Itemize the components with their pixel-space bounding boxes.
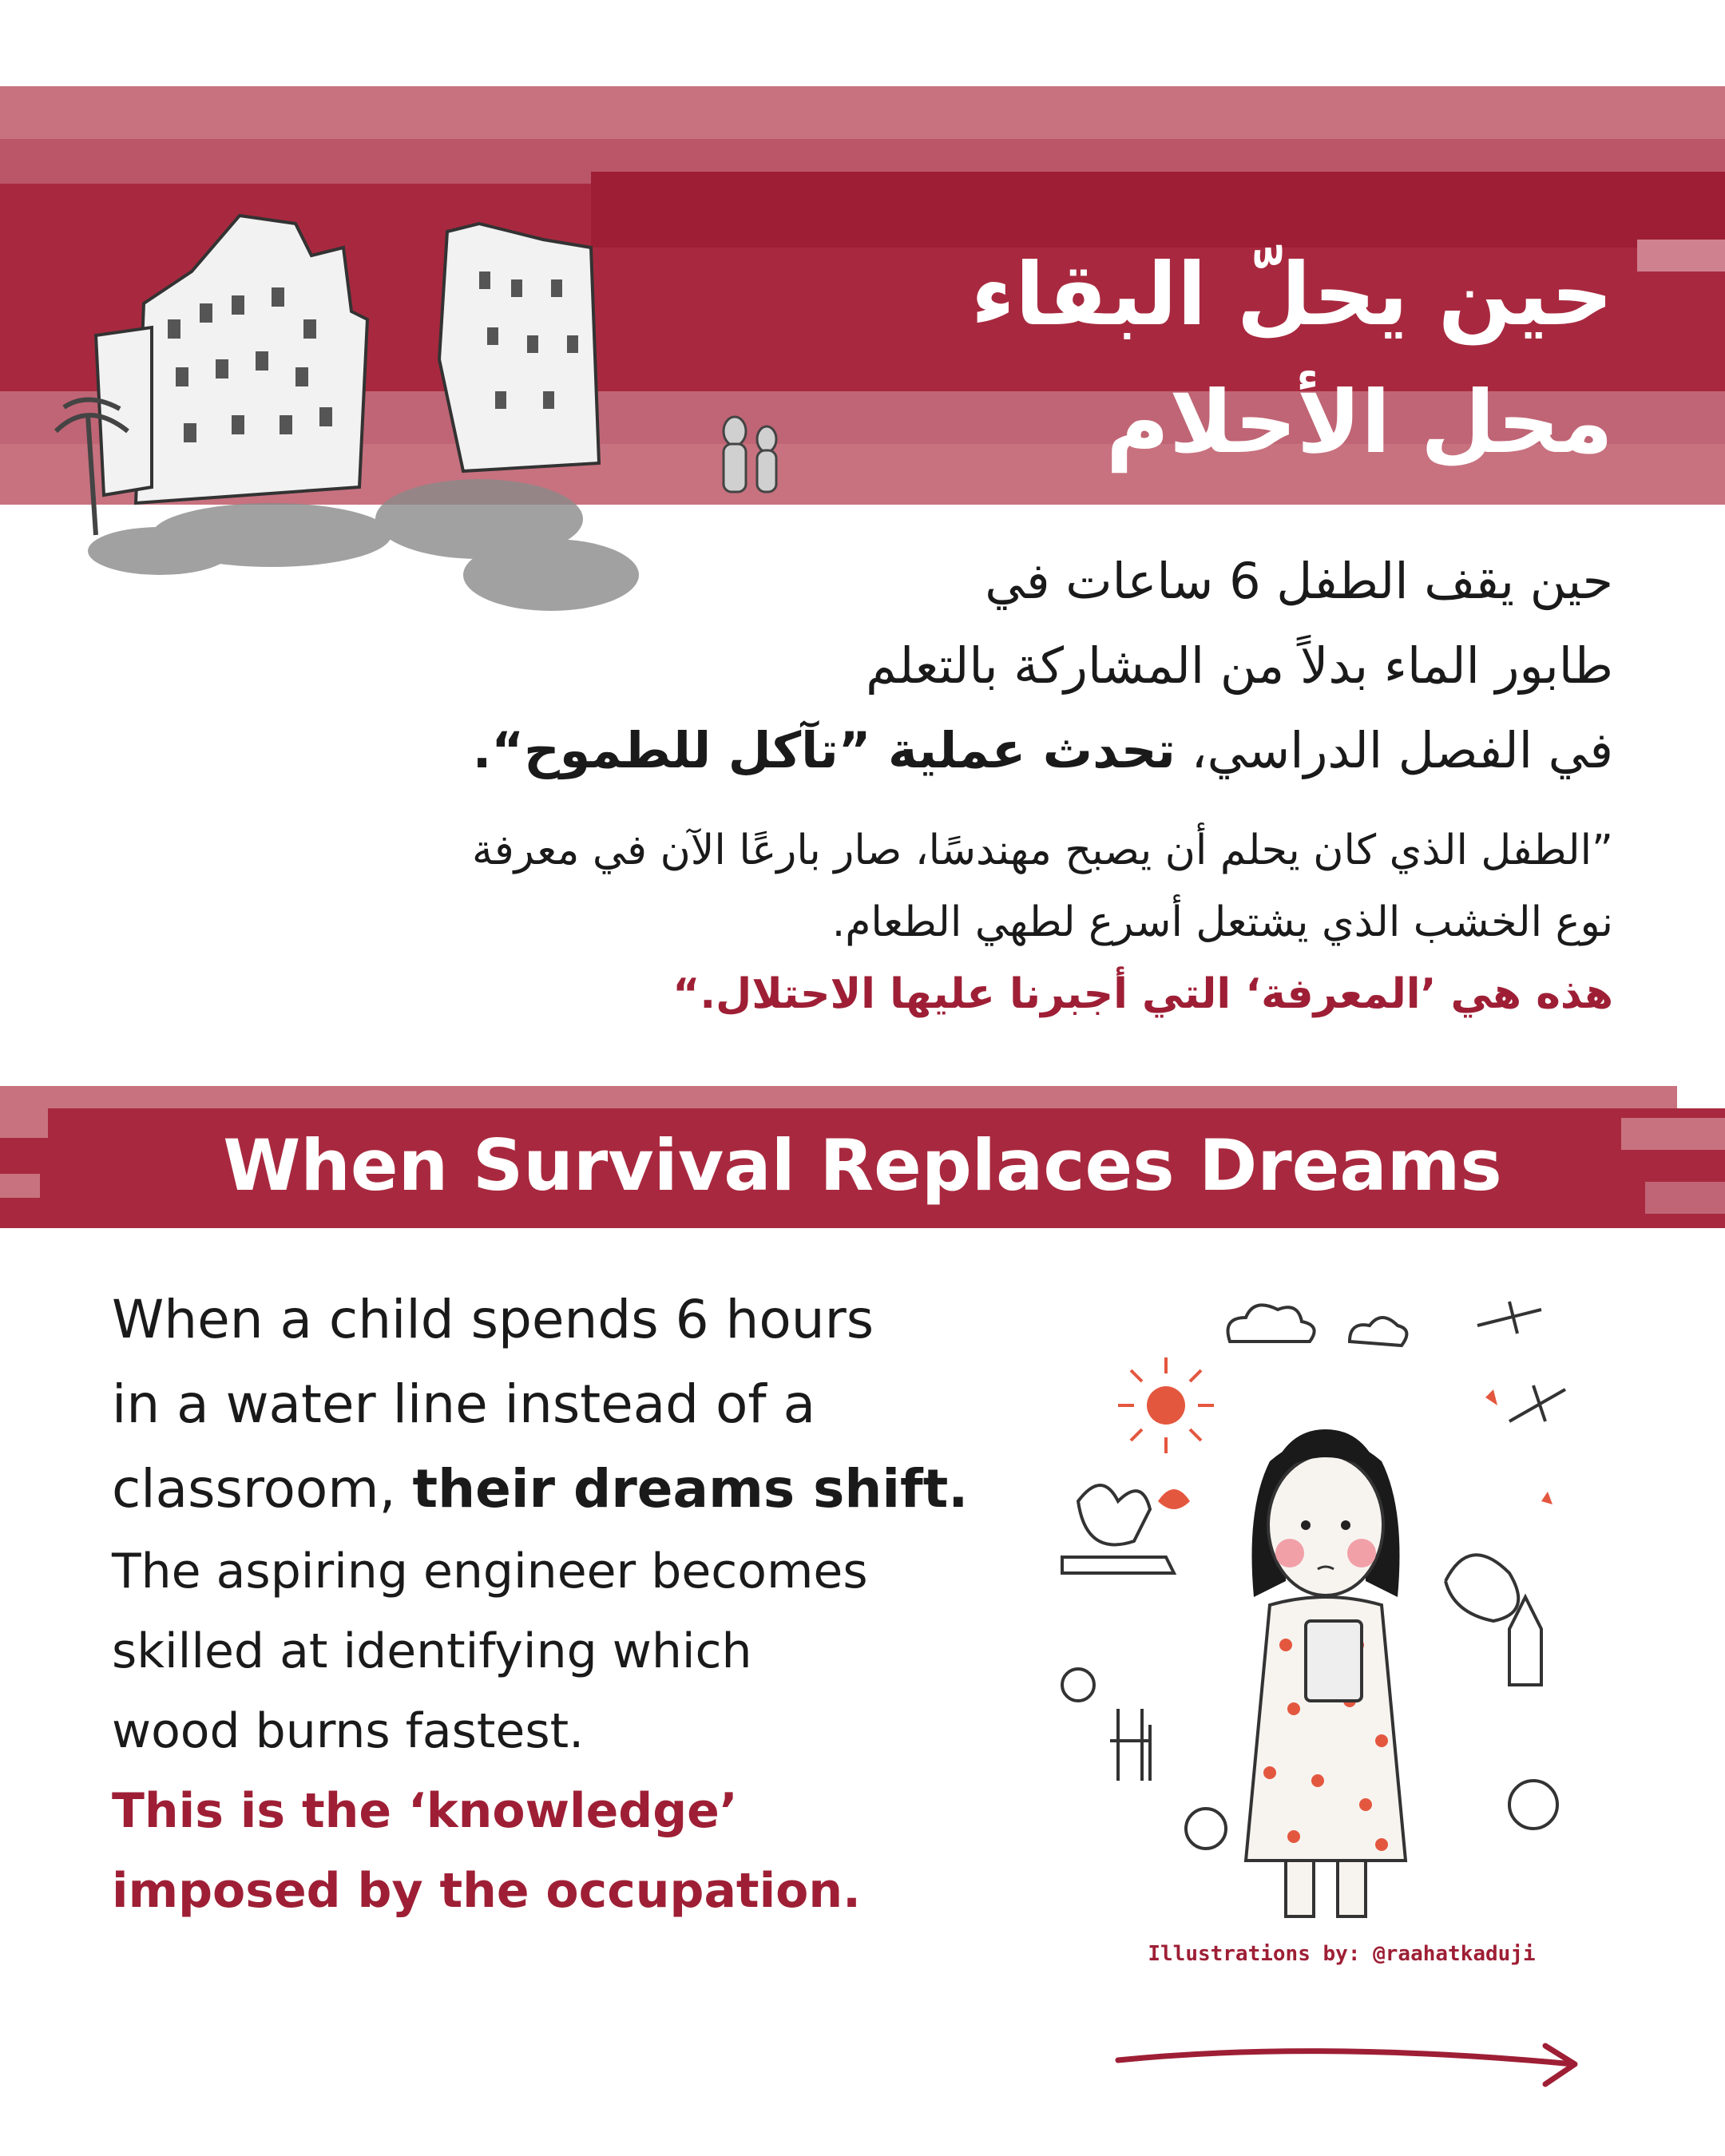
arabic-body-line3-bold: تحدث عملية ”تآكل للطموح“. (472, 721, 1176, 779)
arabic-title-line1: حين يحلّ البقاء (970, 245, 1613, 345)
arabic-body-line3: في الفصل الدراسي، (1191, 721, 1613, 779)
english-line1: When a child spends 6 hours (112, 1289, 874, 1350)
english-line4: The aspiring engineer becomes (112, 1544, 868, 1599)
arabic-title-line2: محل الأحلام (1105, 373, 1613, 473)
banner-stripe (0, 1086, 1677, 1108)
arabic-quote-line2: نوع الخشب الذي يشتعل أسرع لطهي الطعام. (831, 898, 1613, 946)
english-line6: wood burns fastest. (112, 1703, 585, 1759)
arabic-body (256, 539, 1613, 793)
arrow-right-icon (1110, 2028, 1589, 2100)
arabic-body-line2: طابور الماء بدلاً من المشاركة بالتعلم (866, 636, 1613, 695)
english-line3-plain: classroom, (112, 1458, 396, 1520)
girl-illustration (1030, 1294, 1621, 1932)
arabic-title (655, 232, 1613, 487)
english-line2: in a water line instead of a (112, 1373, 816, 1435)
arabic-body-line1: حين يقف الطفل 6 ساعات في (985, 552, 1613, 610)
illustration-credit: Illustrations by: @raahatkaduji (1148, 1942, 1536, 1966)
english-line5: skilled at identifying which (112, 1623, 752, 1679)
arabic-quote (32, 814, 1613, 1030)
english-line3-bold: their dreams shift. (412, 1458, 969, 1520)
banner-stripe (0, 86, 1725, 139)
english-line8: imposed by the occupation. (112, 1863, 861, 1919)
english-body (112, 1278, 1070, 1931)
banner-stripe (1637, 240, 1725, 271)
arabic-quote-highlight: هذه هي ’المعرفة‘ التي أجبرنا عليها الاحتلال.“ (672, 970, 1613, 1018)
english-line3 (112, 1447, 1070, 1532)
english-title: When Survival Replaces Dreams (223, 1124, 1502, 1207)
arabic-quote-line1: ”الطفل الذي كان يحلم أن يصبح مهندسًا، صار بارعًا الآن في معرفة (471, 826, 1613, 874)
english-line7: This is the ‘knowledge’ (112, 1783, 738, 1839)
